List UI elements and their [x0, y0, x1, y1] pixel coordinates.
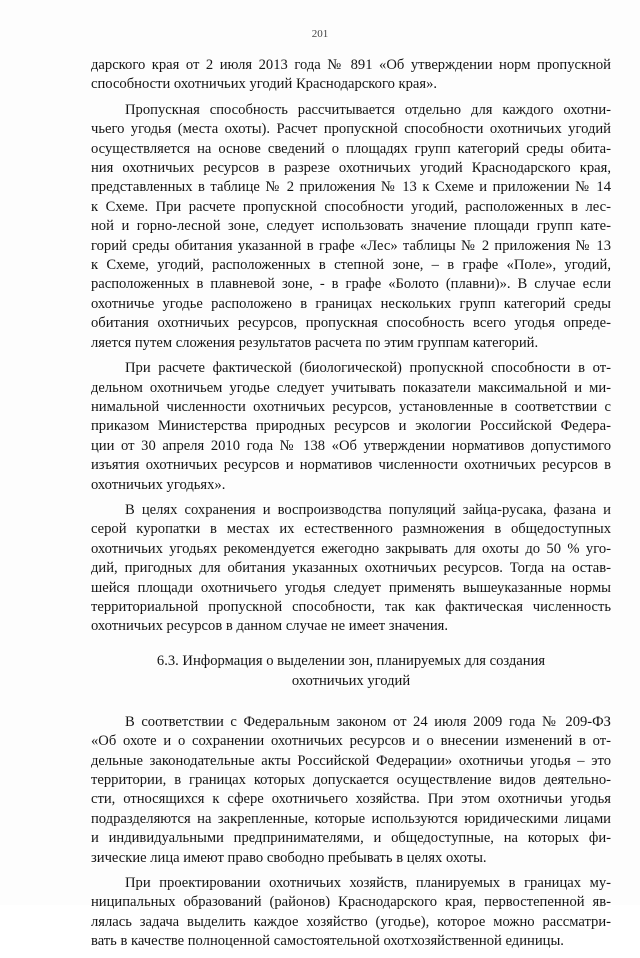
text-line: к Схеме. При расчете пропускной способности угодий, расположенных в лес-: [91, 198, 611, 215]
text-line: горий среды обитания указанной в графе «Лес» таблицы № 2 приложения № 13: [91, 237, 611, 254]
text-line: приказом Министерства природных ресурсов и экологии Российской Федера-: [91, 418, 611, 435]
paragraph: [91, 359, 611, 495]
text-line: «Об охоте и о сохранении охотничьих ресурсов и о внесении изменений в от-: [91, 733, 611, 750]
section-heading: [91, 651, 611, 691]
text-line: нимальной численности охотничьих ресурсов, установленные в соответствии с: [91, 398, 611, 415]
page-number: 201: [311, 28, 329, 40]
text-line: шейся площади охотничьего угодья следует применять вышеуказанные нормы: [91, 579, 611, 596]
text-line: охотничье угодье расположено в границах нескольких групп категорий среды: [91, 295, 611, 312]
text-line: чьего угодья (места охоты). Расчет пропускной способности охотничьих угодий: [91, 121, 611, 138]
text-line: дий, пригодных для обитания указанных охотничьих ресурсов. Тогда на остав-: [91, 560, 611, 577]
text-line: ния охотничьих ресурсов в разрезе охотничьих угодий Краснодарского края,: [91, 160, 611, 177]
document-body: [91, 56, 611, 958]
text-line: расположенных в плавневой зоне, - в графе «Болото (плавни)». В случае если: [91, 276, 611, 293]
text-line: к Схеме, угодий, расположенных в степной зоне, – в графе «Поле», угодий,: [91, 257, 611, 274]
paragraph: [91, 874, 611, 952]
text-line: В целях сохранения и воспроизводства популяций зайца-русака, фазана и: [125, 501, 611, 518]
paragraph: [91, 501, 611, 637]
text-line: В соответствии с Федеральным законом от 24 июля 2009 года № 209-ФЗ: [125, 713, 611, 730]
text-line: осуществляется на основе сведений о площадях групп категорий среды обита-: [91, 140, 611, 157]
text-line: сти, относящихся к сфере охотничьего хозяйства. При этом охотничьи угодья: [91, 791, 611, 808]
text-line: охотничьих угодьях».: [91, 476, 226, 493]
text-line: охотничьих угодьях рекомендуется ежегодно закрывать для охоты до 50 % уго-: [91, 540, 611, 557]
text-line: При расчете фактической (биологической) пропускной способности в от-: [125, 360, 611, 377]
text-line: территориальной пропускной способности, так как фактическая численность: [91, 598, 611, 615]
heading-line: 6.3. Информация о выделении зон, планируемых для создания: [156, 652, 546, 669]
text-line: дельные законодательные акты Российской Федерации» охотничьи угодья – это: [91, 752, 611, 769]
text-line: лялась задача выделить каждое хозяйство (угодье), которое можно рассматри-: [91, 913, 611, 930]
text-line: представленных в таблице № 2 приложения № 13 к Схеме и приложении № 14: [91, 179, 611, 196]
text-line: изъятия охотничьих ресурсов и нормативов численности охотничьих ресурсов в: [91, 457, 611, 474]
text-line: вать в качестве полноценной самостоятельной охотхозяйственной единицы.: [91, 933, 564, 950]
text-line: дельном охотничьем угодье следует учитывать показатели максимальной и ми-: [91, 379, 611, 396]
text-line: ниципальных образований (районов) Краснодарского края, первостепенной яв-: [91, 894, 611, 911]
text-line: охотничьих ресурсов в данном случае не имеет значения.: [91, 618, 449, 635]
text-line: серой куропатки в местах их естественного размножения в общедоступных: [91, 521, 611, 538]
text-line: ции от 30 апреля 2010 года № 138 «Об утверждении нормативов допустимого: [91, 437, 611, 454]
text-line: зические лица имеют право свободно пребывать в целях охоты.: [91, 849, 487, 866]
text-line: ляется путем сложения результатов расчета по этим группам категорий.: [91, 334, 539, 351]
text-line: способности охотничьих угодий Краснодарского края».: [91, 76, 438, 93]
text-line: Пропускная способность рассчитывается отдельно для каждого охотни-: [125, 101, 611, 118]
text-line: подразделяются на закрепленные, которые используются юридическими лицами: [91, 810, 611, 827]
heading-line: охотничьих угодий: [291, 672, 411, 689]
text-line: ной и горно-лесной зоне, следует использовать значение площади групп кате-: [91, 218, 611, 235]
text-line: и индивидуальными предпринимателями, и общедоступные, на которых фи-: [91, 830, 611, 847]
paragraph: [91, 713, 611, 868]
text-line: территории, в границах которых допускается осуществление видов деятельно-: [91, 772, 611, 788]
paragraphs-after-heading: [91, 713, 611, 952]
text-line: обитания охотничьих ресурсов, пропускная способность всего угодья опреде-: [91, 315, 611, 332]
paragraph: [91, 56, 611, 95]
paragraphs-before-heading: [91, 56, 611, 637]
text-line: При проектировании охотничьих хозяйств, планируемых в границах му-: [125, 875, 611, 892]
text-line: дарского края от 2 июля 2013 года № 891 «Об утверждении норм пропускной: [91, 57, 611, 73]
paragraph: [91, 101, 611, 353]
